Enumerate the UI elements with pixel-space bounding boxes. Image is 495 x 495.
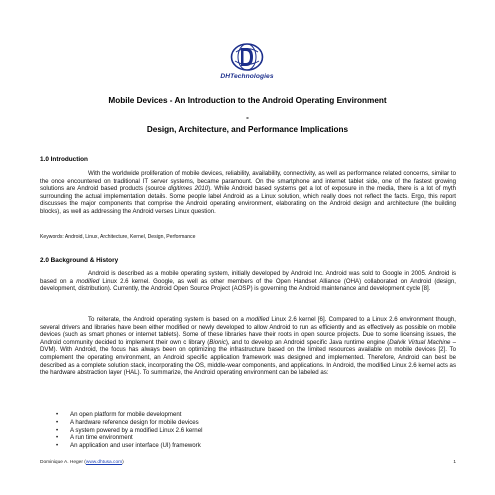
dht-globe-icon: [230, 42, 264, 72]
document-title: Mobile Devices - An Introduction to the Android Operating Environment: [108, 96, 387, 105]
keywords-line: Keywords: Android, Linux, Architecture, Kernel, Design, Performance: [40, 234, 196, 240]
section-heading-introduction: 1.0 Introduction: [40, 156, 88, 163]
page-number: 1: [453, 460, 456, 465]
list-item: • A run time environment: [56, 434, 133, 442]
list-item: • A hardware reference design for mobile devices: [56, 418, 199, 426]
introduction-paragraph: With the worldwide proliferation of mobile devices, reliability, availability, connectivity, as well as performance related concerns, similar to the once encountered on traditional IT server systems, became paramount. On the smartphone and internet tablet side, one of the fastest growing solutions are Android based products (source digitimes 2010). While Android based systems get a lot of exposure in the media, there is a lot of myth surrounding the actual implementation details. Some people label Android as a Linux solution, which really does not reflect the facts. Ergo, this report discusses the major components that comprise the Android operating environment, elaborating on the Android design and architecture (the building blocks), as well as addressing the Android verses Linux question.: [40, 170, 457, 215]
background-paragraph-2: To reiterate, the Android operating system is based on a modified Linux 2.6 kernel [6]. Compared to a Linux 2.6 environment though, several drivers and libraries have been either modified or newly developed to allow Android to run as efficiently and as effectively as possible on mobile devices (such as smart phones or internet tablets). Some of these libraries have their roots in open source projects. Due to some licensing issues, the Android community decided to implement their own c library (Bionic), and to develop an Android specific Java runtime engine (Dalvik Virtual Machine – DVM). With Android, the focus has always been on optimizing the infrastructure based on the limited resources available on mobile devices [2]. To complement the operating environment, an Android specific application framework was designed and implemented. Therefore, Android can best be described as a complete solution stack, incorporating the OS, middle-wear components, and applications. In Android, the modified Linux 2.6 kernel acts as the hardware abstraction layer (HAL). To summarize, the Android operating environment can be labeled as:: [40, 316, 456, 377]
title-separator: -: [246, 113, 249, 122]
company-logo: [205, 42, 289, 82]
logo-wordmark: DHTechnologies: [220, 73, 274, 80]
section-heading-background: 2.0 Background & History: [40, 257, 119, 264]
list-item: • An open platform for mobile development: [56, 411, 182, 418]
document-subtitle: Design, Architecture, and Performance Implications: [146, 125, 349, 134]
list-item: • An application and user interface (UI) framework: [56, 442, 201, 450]
footer-author: Dominique A. Heger (www.dhtusa.com): [40, 460, 124, 465]
page-footer: [40, 460, 456, 465]
android-summary-list: [56, 411, 436, 450]
list-item: • A system powered by a modified Linux 2.6 kernel: [56, 426, 203, 434]
background-paragraph-1: Android is described as a mobile operating system, initially developed by Android Inc. Android was sold to Google in 2005. Android is based on a modified Linux 2.6 kernel. Google, as well as other members of the Open Handset Alliance (OHA) collaborated on Android (design, development, distribution). Currently, the Android Open Source Project (AOSP) is governing the Android maintenance and development cycle [8].: [40, 270, 456, 293]
footer-website-link[interactable]: www.dhtusa.com: [85, 460, 123, 465]
